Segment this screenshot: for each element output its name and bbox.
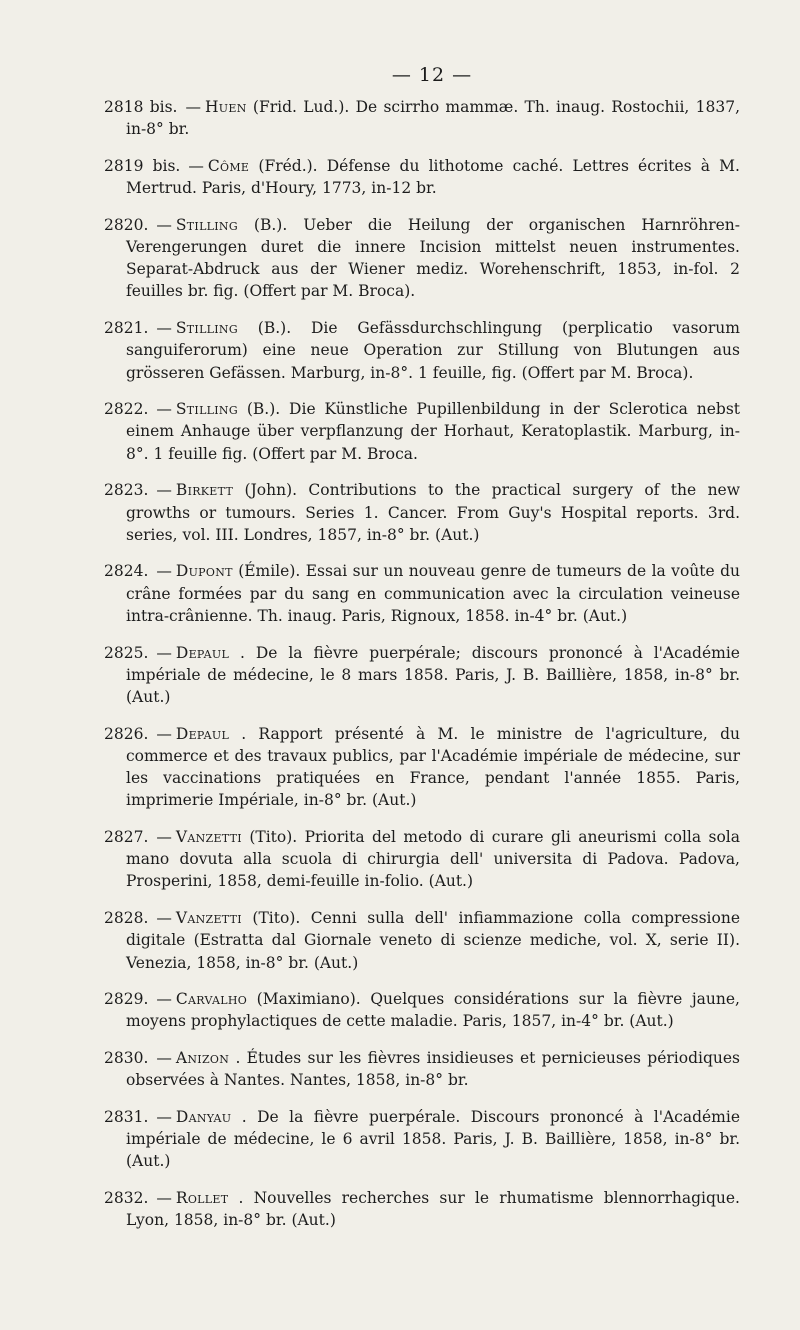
bibliography-entry <box>104 1187 740 1231</box>
entry-author: Anizon <box>175 1049 230 1068</box>
entry-number: 2828. <box>104 909 149 928</box>
entry-author: Rollet <box>175 1189 229 1208</box>
entry-number: 2829. <box>104 990 149 1009</box>
entry-number: 2830. <box>104 1049 149 1068</box>
entry-dash: — <box>156 562 172 581</box>
entry-author: Carvalho <box>175 990 248 1009</box>
entry-number: 2826. <box>104 724 149 743</box>
bibliography-entry <box>104 317 740 384</box>
entry-author: Huen <box>204 98 247 116</box>
entry-text: (Tito). Cenni sulla dell' infiammazione colla compressione digitale (Estratta dal Giornale veneto di scienze mediche, vol. X, serie II). Venezia, 1858, in-8° br. (Aut.) <box>126 909 740 972</box>
bibliography-entry <box>104 1047 740 1091</box>
bibliography-entry <box>104 723 740 812</box>
entry-dash: — <box>188 156 204 175</box>
bibliography-entry <box>104 479 740 546</box>
entry-text: . Nouvelles recherches sur le rhumatisme blennorrhagique. Lyon, 1858, in-8° br. (Aut.) <box>126 1189 740 1230</box>
entry-number: 2831. <box>104 1108 149 1127</box>
entry-dash: — <box>156 1108 172 1127</box>
entry-number: 2819 bis. <box>104 156 181 175</box>
entry-author: Depaul <box>175 724 230 743</box>
entry-dash: — <box>156 724 172 743</box>
entry-number: 2820. <box>104 215 149 234</box>
bibliography-entry <box>104 155 740 199</box>
entry-dash: — <box>156 319 172 338</box>
entry-author: Stilling <box>175 319 238 338</box>
entry-author: Stilling <box>175 400 238 419</box>
entry-text: . De la fièvre puerpérale; discours prononcé à l'Académie impériale de médecine, le 8 mars 1858. Paris, J. B. Baillière, 1858, in-8° br. (Aut.) <box>126 643 740 706</box>
entry-text: (Tito). Priorita del metodo di curare gli aneurismi colla sola mano dovuta alla scuola di chirurgia dell' universita di Padova. Padova, Prosperini, 1858, demi-feuille in-folio. (Aut.) <box>126 827 740 891</box>
bibliography-entry <box>104 907 740 974</box>
entry-author: Dupont <box>175 562 233 581</box>
entry-dash: — <box>156 1189 172 1208</box>
bibliography-entry <box>104 1106 740 1173</box>
entry-author: Danyau <box>175 1108 232 1127</box>
entry-text: . Rapport présenté à M. le ministre de l'agriculture, du commerce et des travaux publics, par l'Académie impériale de médecine, sur les vaccinations pratiquées en France, pendant l'année 1855. Paris, imprimerie Impériale, in-8° br. (Aut.) <box>126 724 740 810</box>
bibliography-entry <box>104 642 740 709</box>
bibliography-list <box>104 96 740 1232</box>
entry-dash: — <box>156 1049 172 1068</box>
bibliography-entry <box>104 96 740 140</box>
entry-number: 2818 bis. <box>104 98 178 116</box>
entry-text: (B.). Ueber die Heilung der organischen Harnröhren-Verengerungen duret die innere Incision mittelst neuen instrumentes. Separat-Abdruck aus der Wiener mediz. Worehenschrift, 1853, in-fol. 2 feuilles br. fig. (Offert par M. Broca). <box>126 215 740 301</box>
bibliography-entry <box>104 826 740 893</box>
entry-text: (Frid. Lud.). De scirrho mammæ. Th. inaug. Rostochii, 1837, in-8° br. <box>126 98 740 139</box>
bibliography-entry <box>104 560 740 627</box>
entry-author: Depaul <box>175 643 230 662</box>
entry-text: (Maximiano). Quelques considérations sur la fièvre jaune, moyens prophylactiques de cette maladie. Paris, 1857, in-4° br. (Aut.) <box>126 990 740 1031</box>
entry-author: Côme <box>207 156 250 175</box>
entry-number: 2822. <box>104 400 149 419</box>
entry-author: Vanzetti <box>175 827 242 846</box>
entry-author: Vanzetti <box>175 909 242 928</box>
entry-number: 2821. <box>104 319 149 338</box>
entry-number: 2824. <box>104 562 149 581</box>
entry-dash: — <box>156 990 172 1009</box>
entry-author: Birkett <box>175 481 234 500</box>
entry-dash: — <box>156 400 172 419</box>
entry-dash: — <box>156 643 172 662</box>
entry-text: (B.). Die Gefässdurchschlingung (perplicatio vasorum sanguiferorum) eine neue Operation zur Stillung von Blutungen aus grösseren Gefässen. Marburg, in-8°. 1 feuille, fig. (Offert par M. Broca). <box>126 319 740 382</box>
entry-number: 2827. <box>104 827 149 846</box>
entry-number: 2832. <box>104 1189 149 1208</box>
bibliography-entry <box>104 214 740 303</box>
entry-author: Stilling <box>175 215 238 234</box>
entry-dash: — <box>185 98 201 116</box>
entry-dash: — <box>156 215 172 234</box>
entry-number: 2825. <box>104 643 149 662</box>
entry-dash: — <box>156 909 172 928</box>
entry-text: (John). Contributions to the practical surgery of the new growths or tumours. Series 1. Cancer. From Guy's Hospital reports. 3rd. series, vol. III. Londres, 1857, in-8° br. (Aut.) <box>126 481 740 544</box>
entry-text: (Émile). Essai sur un nouveau genre de tumeurs de la voûte du crâne formées par du sang en communication avec la circulation veineuse intra-crânienne. Th. inaug. Paris, Rignoux, 1858. in-4° br. (Aut.) <box>126 562 740 625</box>
entry-dash: — <box>156 481 172 500</box>
entry-number: 2823. <box>104 481 149 500</box>
entry-text: (B.). Die Künstliche Pupillenbildung in der Sclerotica nebst einem Anhauge über verpflanzung der Horhaut, Keratoplastik. Marburg, in-8°. 1 feuille fig. (Offert par M. Broca. <box>126 400 741 463</box>
entry-text: . De la fièvre puerpérale. Discours prononcé à l'Académie impériale de médecine, le 6 avril 1858. Paris, J. B. Baillière, 1858, in-8° br. (Aut.) <box>126 1108 740 1171</box>
entry-text: . Études sur les fièvres insidieuses et pernicieuses périodiques observées à Nantes. Nantes, 1858, in-8° br. <box>126 1049 740 1090</box>
page-number: — 12 — <box>391 64 473 86</box>
entry-text: (Fréd.). Défense du lithotome caché. Lettres écrites à M. Mertrud. Paris, d'Houry, 1773, in-12 br. <box>126 156 740 198</box>
entry-dash: — <box>156 827 172 846</box>
bibliography-entry <box>104 398 740 465</box>
bibliography-entry <box>104 988 740 1032</box>
